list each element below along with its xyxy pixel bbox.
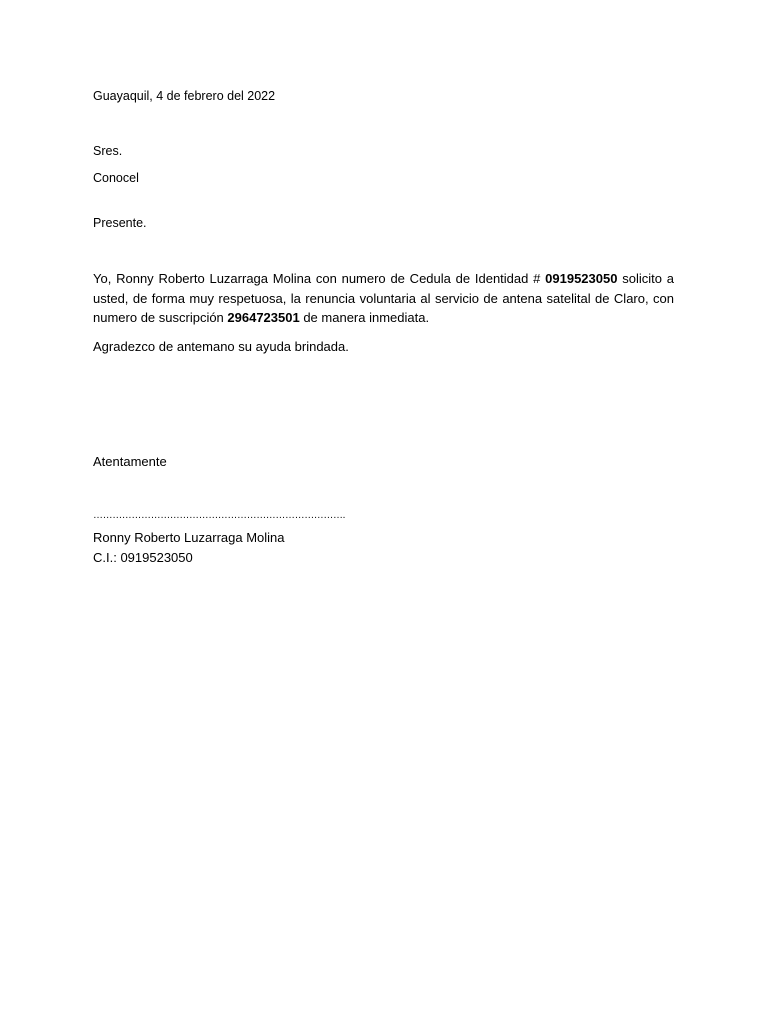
recipient-company: Conocel — [93, 171, 139, 185]
id-number: 0919523050 — [545, 271, 618, 286]
signer-id: C.I.: 0919523050 — [93, 550, 193, 565]
signer-name: Ronny Roberto Luzarraga Molina — [93, 530, 285, 545]
body-text-intro: Yo, Ronny Roberto Luzarraga Molina con numero de Cedula de Identidad # — [93, 271, 546, 286]
letter-date: Guayaquil, 4 de febrero del 2022 — [93, 89, 276, 103]
signature-line: ……………………………………………………………………. — [93, 510, 345, 521]
letter-body-paragraph — [93, 269, 674, 328]
subscription-number: 2964723501 — [227, 310, 300, 325]
thanks-line: Agradezco de antemano su ayuda brindada. — [93, 339, 349, 354]
body-text-request: solicito a usted, de forma muy respetuosa, la renuncia voluntaria al servicio de antena satelital de Claro, con numero de suscripción — [93, 271, 674, 325]
salutation: Sres. — [93, 144, 123, 158]
closing: Atentamente — [93, 454, 167, 469]
greeting: Presente. — [93, 216, 147, 230]
body-text-end: de manera inmediata. — [299, 310, 430, 325]
